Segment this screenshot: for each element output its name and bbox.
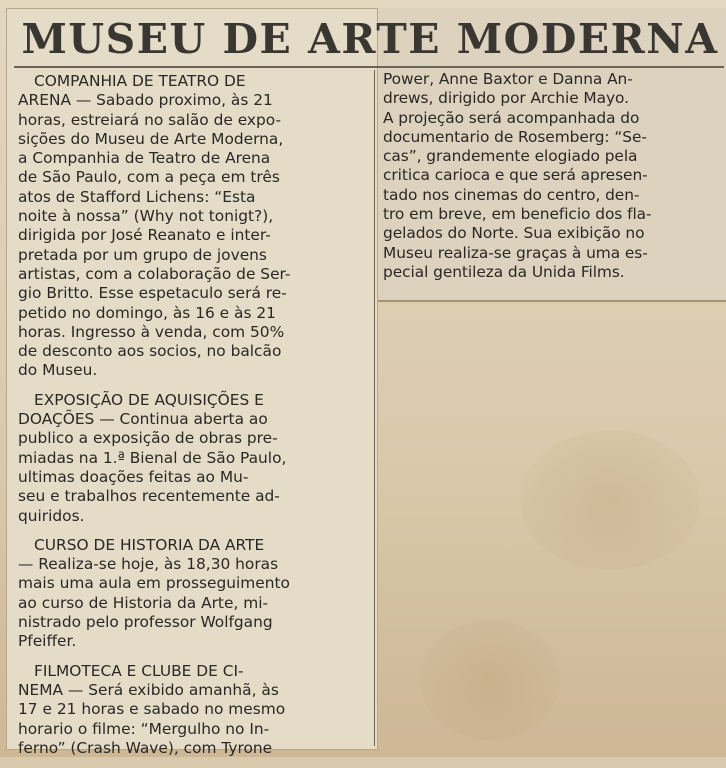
text-line: ao curso de Historia da Arte, mi- bbox=[18, 593, 269, 612]
article-paragraph bbox=[18, 391, 366, 526]
article-paragraph bbox=[18, 72, 366, 381]
text-line: Museu realiza-se graças à uma es- bbox=[383, 243, 648, 262]
text-line: a Companhia de Teatro de Arena bbox=[18, 149, 271, 168]
text-line: pretada por um grupo de jovens bbox=[18, 245, 267, 264]
text-line: tado nos cinemas do centro, den- bbox=[383, 185, 640, 204]
article-paragraph bbox=[18, 662, 366, 758]
article-paragraph bbox=[18, 536, 366, 652]
text-line: critica carioca e que será apresen- bbox=[383, 166, 648, 185]
column-divider bbox=[374, 70, 375, 746]
text-line: seu e trabalhos recentemente ad- bbox=[18, 487, 280, 506]
text-line: horas, estreiará no salão de expo- bbox=[18, 110, 282, 129]
text-line: noite à nossa” (Why not tonigt?), bbox=[18, 207, 274, 226]
text-line: FILMOTECA E CLUBE DE CI- bbox=[34, 661, 244, 680]
text-line: dirigida por José Reanato e inter- bbox=[18, 226, 271, 245]
text-line: Pfeiffer. bbox=[18, 632, 77, 651]
left-column bbox=[18, 72, 366, 768]
text-line: publico a exposição de obras pre- bbox=[18, 429, 278, 448]
text-line: sições do Museu de Arte Moderna, bbox=[18, 129, 284, 148]
text-line: ARENA — Sabado proximo, às 21 bbox=[18, 91, 273, 110]
text-line: documentario de Rosemberg: “Se- bbox=[383, 127, 647, 146]
text-line: CURSO DE HISTORIA DA ARTE bbox=[34, 535, 265, 554]
text-line: Power, Anne Baxtor e Danna An- bbox=[383, 70, 633, 88]
text-line: horas. Ingresso à venda, com 50% bbox=[18, 322, 285, 341]
text-line: tro em breve, em beneficio dos fla- bbox=[383, 205, 652, 224]
text-line: drews, dirigido por Archie Mayo. bbox=[383, 89, 629, 108]
text-line: miadas na 1.ª Bienal de São Paulo, bbox=[18, 448, 287, 467]
text-line: mais uma aula em prosseguimento bbox=[18, 574, 290, 593]
text-line: artistas, com a colaboração de Ser- bbox=[18, 264, 291, 283]
text-line: DOAÇÕES — Continua aberta ao bbox=[18, 410, 268, 429]
text-line: gelados do Norte. Sua exibição no bbox=[383, 224, 645, 243]
headline-rule bbox=[14, 66, 724, 68]
text-line: ultimas doações feitas ao Mu- bbox=[18, 467, 249, 486]
text-line: pecial gentileza da Unida Films. bbox=[383, 262, 625, 281]
text-line: petido no domingo, às 16 e às 21 bbox=[18, 303, 276, 322]
right-column bbox=[383, 70, 723, 292]
text-line: de São Paulo, com a peça em três bbox=[18, 168, 280, 187]
text-line: nistrado pelo professor Wolfgang bbox=[18, 613, 273, 632]
text-line: 17 e 21 horas e sabado no mesmo bbox=[18, 700, 286, 719]
text-line: EXPOSIÇÃO DE AQUISIÇÕES E bbox=[34, 390, 264, 409]
text-line: gio Britto. Esse espetaculo será re- bbox=[18, 284, 287, 303]
article-paragraph bbox=[383, 70, 723, 282]
headline: MUSEU DE ARTE MODERNA bbox=[21, 15, 719, 63]
text-line: atos de Stafford Lichens: “Esta bbox=[18, 187, 256, 206]
text-line: cas”, grandemente elogiado pela bbox=[383, 147, 638, 166]
text-line: quiridos. bbox=[18, 506, 85, 525]
text-line: horario o filme: “Mergulho no In- bbox=[18, 719, 270, 738]
text-line: COMPANHIA DE TEATRO DE bbox=[34, 72, 246, 90]
text-line: de desconto aos socios, no balcão bbox=[18, 342, 282, 361]
text-line: do Museu. bbox=[18, 361, 98, 380]
text-line: A projeção será acompanhada do bbox=[383, 108, 640, 127]
text-line: ferno” (Crash Wave), com Tyrone bbox=[18, 738, 273, 757]
text-line: NEMA — Será exibido amanhã, às bbox=[18, 680, 279, 699]
text-line: — Realiza-se hoje, às 18,30 horas bbox=[18, 555, 279, 574]
